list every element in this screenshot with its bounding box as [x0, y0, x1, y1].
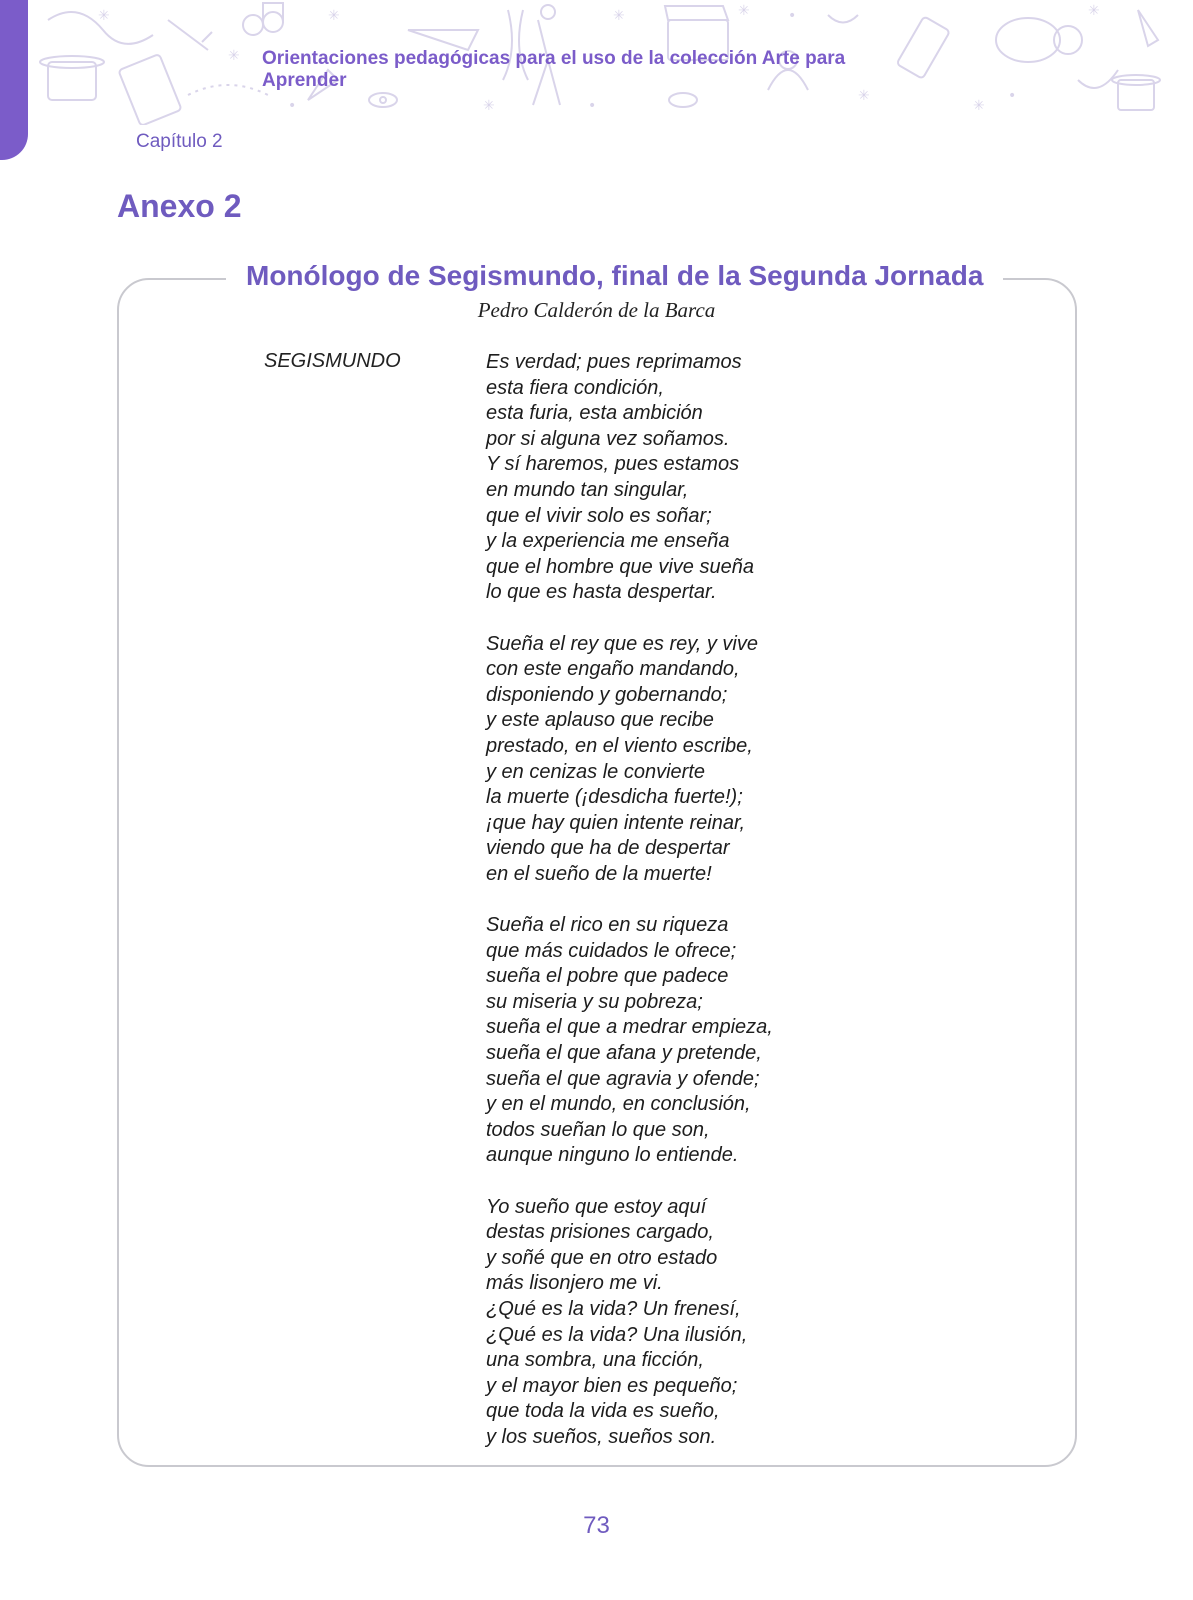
poem-verses	[486, 350, 773, 1451]
page-number: 73	[583, 1512, 610, 1539]
verse-line: y en cenizas le convierte	[486, 760, 706, 783]
stanza	[486, 632, 773, 888]
coin-icon	[1054, 26, 1082, 54]
stanza	[486, 913, 773, 1169]
verse-line: por si alguna vez soñamos.	[486, 427, 730, 450]
verse-line: sueña el pobre que padece	[486, 965, 729, 988]
speaker-name: SEGISMUNDO	[264, 350, 401, 372]
eye-icon	[369, 93, 397, 107]
svg-text:✳: ✳	[98, 8, 110, 24]
crown-icon	[828, 15, 858, 23]
verse-line: ¿Qué es la vida? Una ilusión,	[486, 1323, 748, 1346]
verse-line: sueña el que agravia y ofende;	[486, 1067, 760, 1090]
verse-line: todos sueñan lo que son,	[486, 1118, 710, 1141]
chapter-label: Capítulo 2	[136, 131, 223, 152]
verse-line: esta fiera condición,	[486, 376, 664, 399]
poem-title: Monólogo de Segismundo, final de la Segunda Jornada	[246, 260, 984, 291]
verse-line: que el hombre que vive sueña	[486, 555, 754, 578]
verse-line: en mundo tan singular,	[486, 478, 689, 501]
svg-text:✳: ✳	[228, 48, 240, 64]
verse-line: que el vivir solo es soñar;	[486, 504, 712, 527]
verse-line: Yo sueño que estoy aquí	[486, 1195, 707, 1218]
verse-line: y soñé que en otro estado	[486, 1246, 718, 1269]
svg-text:✳: ✳	[973, 98, 985, 114]
verse-line: en el sueño de la muerte!	[486, 862, 712, 885]
verse-line: Sueña el rey que es rey, y vive	[486, 632, 758, 655]
svg-text:•: •	[588, 98, 597, 114]
verse-line: Es verdad; pues reprimamos	[486, 351, 742, 373]
garland-icon	[188, 85, 268, 95]
swirl-icon-2	[1078, 70, 1118, 88]
eye-icon-2	[669, 93, 697, 107]
svg-text:✳: ✳	[1088, 3, 1100, 19]
palette-icon	[996, 18, 1060, 62]
svg-text:✳: ✳	[483, 98, 495, 114]
stanza	[486, 350, 773, 606]
svg-text:✳: ✳	[613, 8, 625, 24]
verse-line: y el mayor bien es pequeño;	[486, 1374, 738, 1397]
verse-line: su miseria y su pobreza;	[486, 990, 703, 1013]
header-text: Orientaciones pedagógicas para el uso de la colección Arte para Aprender	[262, 48, 846, 91]
paintbrush-icon	[408, 30, 478, 50]
verse-line: con este engaño mandando,	[486, 658, 740, 681]
verse-line: lo que es hasta despertar.	[486, 581, 717, 604]
verse-line: y los sueños, sueños son.	[486, 1425, 717, 1448]
verse-line: y este aplauso que recibe	[486, 709, 714, 732]
chapter-side-tab	[0, 0, 28, 160]
verse-line: destas prisiones cargado,	[486, 1221, 714, 1244]
verse-line: que más cuidados le ofrece;	[486, 939, 737, 962]
verse-line: esta furia, esta ambición	[486, 402, 703, 425]
verse-line: Y sí haremos, pues estamos	[486, 453, 740, 476]
svg-text:✳: ✳	[858, 88, 870, 104]
verse-line: más lisonjero me vi.	[486, 1272, 663, 1295]
verse-line: viendo que ha de despertar	[486, 837, 730, 860]
verse-line: ¿Qué es la vida? Un frenesí,	[486, 1297, 741, 1320]
annex-title: Anexo 2	[117, 188, 242, 224]
brush-icon	[168, 20, 212, 50]
verse-line: sueña el que a medrar empieza,	[486, 1016, 773, 1039]
poem-author: Pedro Calderón de la Barca	[477, 298, 716, 322]
verse-line: la muerte (¡desdicha fuerte!);	[486, 786, 743, 809]
verse-line: prestado, en el viento escribe,	[486, 734, 753, 757]
svg-text:✳: ✳	[328, 8, 340, 24]
verse-line: una sombra, una ficción,	[486, 1349, 704, 1372]
verse-line: disponiendo y gobernando;	[486, 683, 728, 706]
svg-text:•: •	[288, 98, 297, 114]
svg-text:•: •	[1008, 88, 1017, 104]
verse-line: Sueña el rico en su riqueza	[486, 914, 729, 937]
spray-icon	[1138, 10, 1158, 46]
verse-line: ¡que hay quien intente reinar,	[486, 811, 746, 834]
verse-line: y la experiencia me enseña	[486, 530, 730, 553]
music-note-icon	[243, 15, 263, 35]
verse-line: sueña el que afana y pretende,	[486, 1042, 762, 1065]
verse-line: aunque ninguno lo entiende.	[486, 1144, 739, 1167]
verse-line: que toda la vida es sueño,	[486, 1400, 720, 1423]
ticket-icon	[118, 54, 181, 125]
poem-title-wrap	[226, 260, 1003, 292]
svg-text:✳: ✳	[738, 3, 750, 19]
svg-text:•: •	[788, 8, 797, 24]
stanza	[486, 1195, 773, 1451]
verse-line: y en el mundo, en conclusión,	[486, 1093, 751, 1116]
